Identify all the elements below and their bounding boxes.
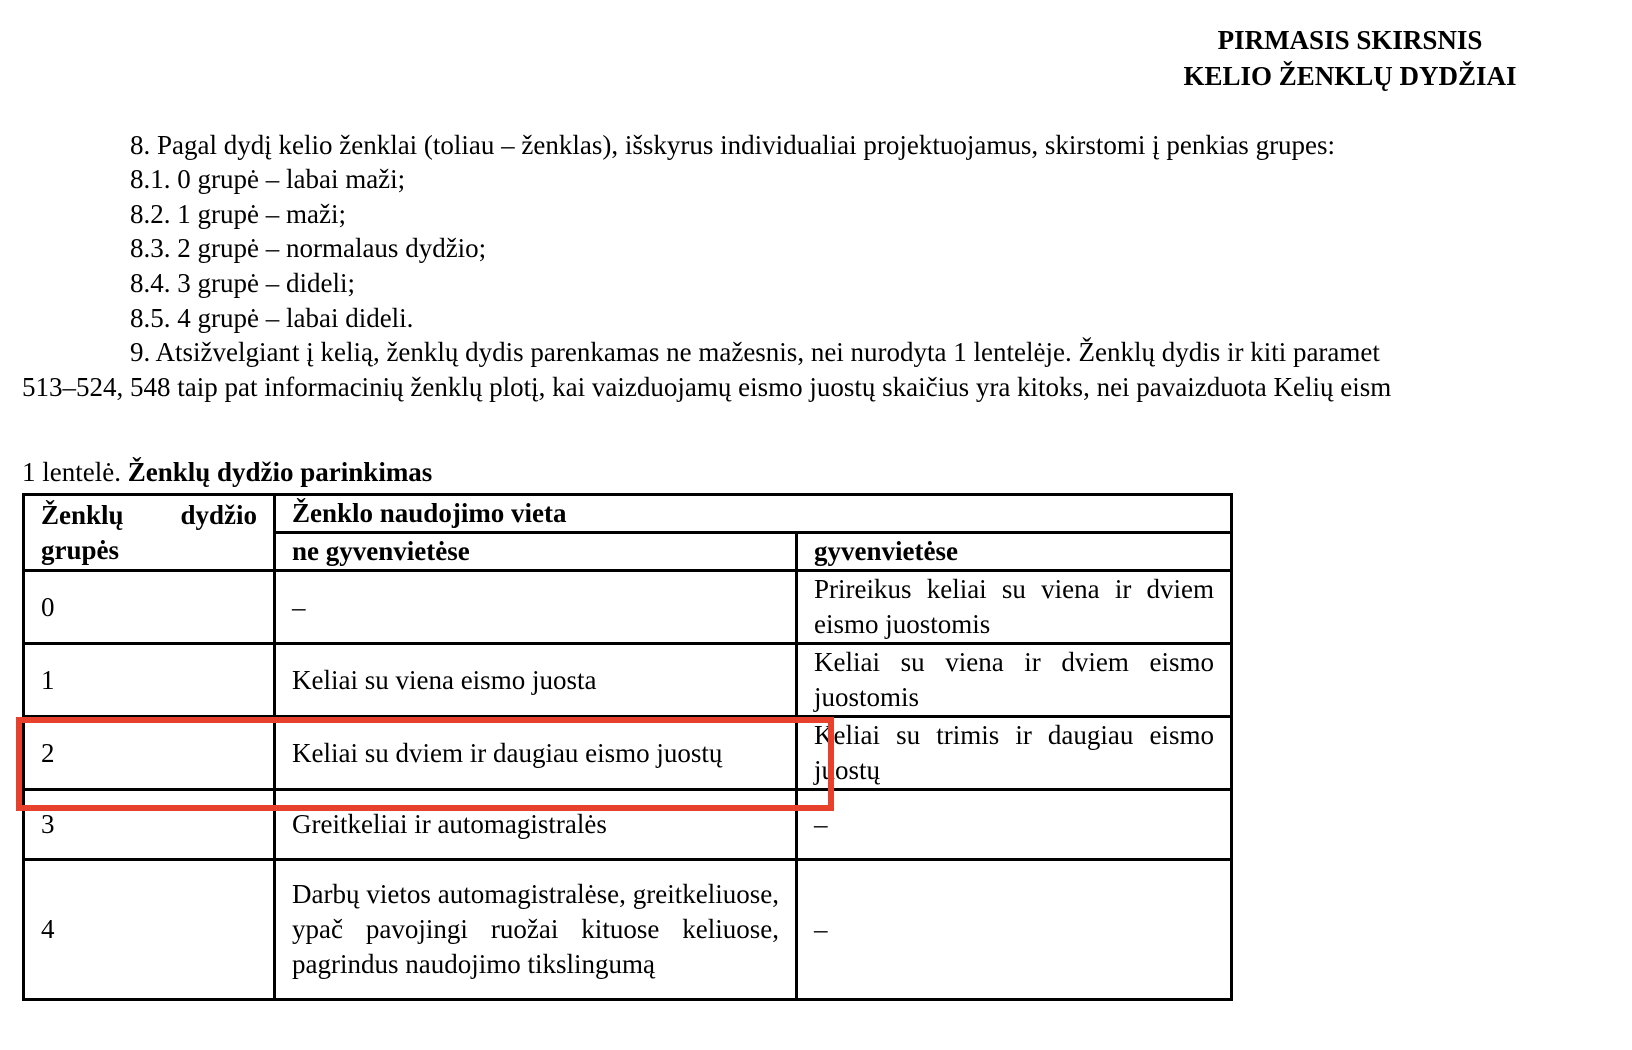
paragraph-9-line-1: 9. Atsižvelgiant į kelią, ženklų dydis parenkamas ne mažesnis, nei nurodyta 1 lentelėje. Ženklų dydis ir kiti paramet — [130, 337, 1380, 367]
cell-outside: Keliai su viena eismo juosta — [275, 644, 797, 717]
cell-outside: – — [275, 571, 797, 644]
table-row — [24, 571, 1232, 644]
sign-size-table — [22, 493, 1233, 1001]
header-size-group: Ženklų dydžio grupės — [24, 495, 275, 571]
table-row-highlighted — [24, 717, 1232, 790]
cell-group: 3 — [24, 790, 275, 860]
cell-group: 1 — [24, 644, 275, 717]
cell-inside: – — [797, 860, 1232, 1000]
cell-inside: Keliai su trimis ir daugiau eismo juostų — [797, 717, 1232, 790]
cell-outside: Darbų vietos automagistralėse, greitkeliuose, ypač pavojingi ruožai kituose keliuose, pagrindus naudojimo tikslingumą — [275, 860, 797, 1000]
section-heading-line-1: PIRMASIS SKIRSNIS — [1217, 25, 1483, 55]
table-row — [24, 644, 1232, 717]
paragraph-8-2: 8.2. 1 grupė – maži; — [130, 199, 346, 229]
paragraph-8-4: 8.4. 3 grupė – dideli; — [130, 268, 355, 298]
section-heading — [1080, 22, 1620, 94]
paragraph-8: 8. Pagal dydį kelio ženklai (toliau – ženklas), išskyrus individualiai projektuojamus, skirstomi į penkias grupes: — [130, 130, 1336, 160]
table-header-row — [24, 495, 1232, 533]
cell-inside: – — [797, 790, 1232, 860]
paragraph-8-3: 8.3. 2 grupė – normalaus dydžio; — [130, 233, 487, 263]
table-caption — [22, 455, 432, 489]
table-row — [24, 790, 1232, 860]
cell-outside: Greitkeliai ir automagistralės — [275, 790, 797, 860]
cell-inside: Keliai su viena ir dviem eismo juostomis — [797, 644, 1232, 717]
cell-inside: Prireikus keliai su viena ir dviem eismo juostomis — [797, 571, 1232, 644]
table-caption-title: Ženklų dydžio parinkimas — [127, 457, 433, 487]
paragraph-8-1: 8.1. 0 grupė – labai maži; — [130, 164, 406, 194]
paragraph-9-line-2: 513–524, 548 taip pat informacinių ženklų plotį, kai vaizduojamų eismo juostų skaičius yra kitoks, nei pavaizduota Kelių eism — [22, 372, 1392, 402]
cell-group: 4 — [24, 860, 275, 1000]
header-outside-settlements: ne gyvenvietėse — [275, 533, 797, 571]
header-usage-place: Ženklo naudojimo vieta — [275, 495, 1232, 533]
header-inside-settlements: gyvenvietėse — [797, 533, 1232, 571]
section-heading-line-2: KELIO ŽENKLŲ DYDŽIAI — [1183, 61, 1517, 91]
table-caption-prefix: 1 lentelė. — [22, 457, 121, 487]
cell-group: 0 — [24, 571, 275, 644]
paragraph-8-5: 8.5. 4 grupė – labai dideli. — [130, 303, 414, 333]
table-row — [24, 860, 1232, 1000]
cell-outside: Keliai su dviem ir daugiau eismo juostų — [275, 717, 797, 790]
cell-group: 2 — [24, 717, 275, 790]
